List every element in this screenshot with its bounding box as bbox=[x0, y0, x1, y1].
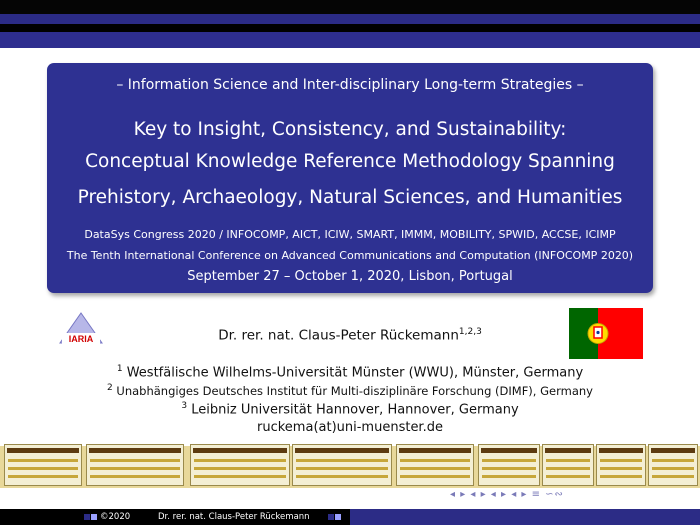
title-box bbox=[47, 63, 653, 293]
footer-left bbox=[0, 509, 350, 525]
header-band-blue bbox=[0, 14, 700, 24]
title-line-1: Key to Insight, Consistency, and Sustainability: bbox=[133, 119, 567, 140]
author-affil-marks: 1,2,3 bbox=[458, 327, 482, 337]
conference-line: The Tenth International Conference on Advanced Communications and Computation (INFOCOMP 2020) bbox=[66, 249, 634, 262]
affiliation-2-text: Unabhängiges Deutsches Institut für Multi-disziplinäre Forschung (DIMF), Germany bbox=[116, 383, 593, 398]
footer-copyright: ©2020 bbox=[100, 512, 131, 522]
thumbnail[interactable] bbox=[4, 444, 82, 486]
thumbnail[interactable] bbox=[86, 444, 184, 486]
footer-square-icon bbox=[328, 514, 334, 520]
thumbnail[interactable] bbox=[542, 444, 594, 486]
thumbnail[interactable] bbox=[478, 444, 540, 486]
footer-square-icon bbox=[335, 514, 341, 520]
author-name: Dr. rer. nat. Claus-Peter Rückemann bbox=[218, 327, 459, 344]
footer-author: Dr. rer. nat. Claus-Peter Rückemann bbox=[158, 512, 310, 522]
slide-thumbnail-strip bbox=[0, 440, 700, 490]
thumbnail[interactable] bbox=[596, 444, 646, 486]
header-band-blue-2 bbox=[0, 32, 700, 48]
congress-line: DataSys Congress 2020 / INFOCOMP, AICT, ICIW, SMART, IMMM, MOBILITY, SPWID, ACCSE, ICIMP bbox=[84, 228, 616, 241]
thumbnail[interactable] bbox=[648, 444, 698, 486]
affiliation-2 bbox=[0, 383, 700, 398]
thumbnail[interactable] bbox=[396, 444, 474, 486]
thumbnail[interactable] bbox=[292, 444, 392, 486]
title-line-2: Conceptual Knowledge Reference Methodology Spanning bbox=[85, 151, 615, 172]
thumbnail[interactable] bbox=[190, 444, 290, 486]
footer-square-icon bbox=[84, 514, 90, 520]
footer-square-icon bbox=[91, 514, 97, 520]
slide-subtitle: – Information Science and Inter-disciplinary Long-term Strategies – bbox=[116, 77, 584, 93]
affiliation-3 bbox=[0, 401, 700, 417]
affiliation-1 bbox=[0, 364, 700, 380]
footer-bar bbox=[0, 509, 700, 525]
header-band-black bbox=[0, 0, 700, 14]
title-line-3: Prehistory, Archaeology, Natural Sciences, and Humanities bbox=[77, 187, 623, 208]
portugal-flag-icon bbox=[569, 308, 643, 359]
affiliation-3-text: Leibniz Universität Hannover, Hannover, Germany bbox=[191, 402, 519, 418]
affiliation-1-text: Westfälische Wilhelms-Universität Münster (WWU), Münster, Germany bbox=[126, 365, 584, 381]
affiliation-2-mark: 2 bbox=[107, 383, 113, 393]
affiliation-1-mark: 1 bbox=[116, 364, 123, 374]
dates-line: September 27 – October 1, 2020, Lisbon, Portugal bbox=[187, 269, 513, 284]
footer-right bbox=[350, 509, 700, 525]
header-band-black-2 bbox=[0, 24, 700, 32]
contact-email: ruckema(at)uni-muenster.de bbox=[257, 420, 443, 435]
iaria-logo-text: IARIA bbox=[68, 334, 94, 344]
affiliation-3-mark: 3 bbox=[181, 401, 188, 411]
navigation-symbols[interactable]: ◂ ▸ ◂ ▸ ◂ ▸ ◂ ▸ ≡ ∽∾ bbox=[450, 489, 564, 500]
